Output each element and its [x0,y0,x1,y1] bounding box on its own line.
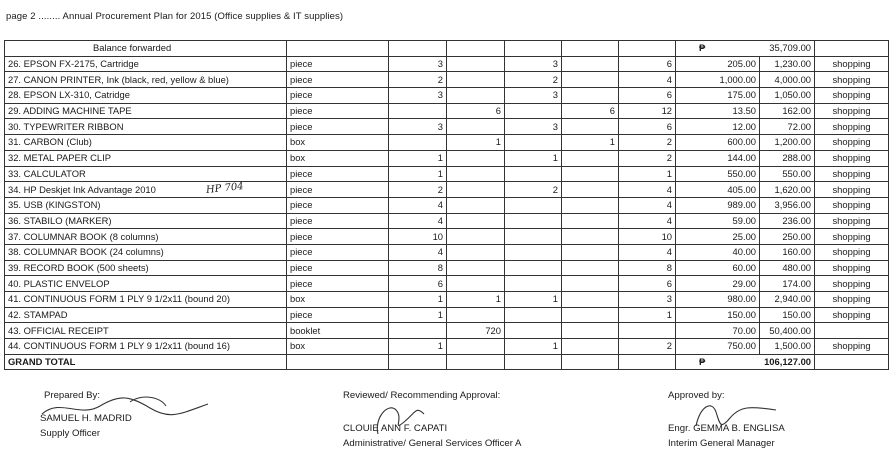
item-cell: 35. USB (KINGSTON) [5,197,287,213]
amount-cell: 160.00 [760,244,815,260]
qty-q3-cell [505,197,562,213]
grand-total-label: GRAND TOTAL [5,354,287,370]
total-qty-cell: 4 [619,182,676,198]
qty-q4-cell [562,244,619,260]
qty-q1-cell: 6 [389,276,447,292]
total-qty-cell: 2 [619,150,676,166]
table-row [5,292,889,308]
amount-cell: 250.00 [760,229,815,245]
total-qty-cell: 12 [619,103,676,119]
prepared-by-signature [40,392,210,422]
qty-q4-cell [562,56,619,72]
reviewed-by-name: CLOUIE ANN F. CAPATI [343,423,448,434]
qty-q1-cell: 10 [389,229,447,245]
table-row [5,135,889,151]
qty-q3-cell [505,213,562,229]
item-cell: 29. ADDING MACHINE TAPE [5,103,287,119]
qty-q4-cell: 1 [562,135,619,151]
total-qty-cell: 2 [619,339,676,355]
table-row [5,150,889,166]
amount-cell: 2,940.00 [760,292,815,308]
qty-q4-cell [562,72,619,88]
amount-cell: 50,400.00 [760,323,815,339]
qty-q4-cell [562,307,619,323]
qty-q1-cell [389,323,447,339]
unit-price-cell: 150.00 [676,307,760,323]
total-qty-cell: 4 [619,213,676,229]
unit-price-cell: 25.00 [676,229,760,245]
qty-q2-cell [447,213,505,229]
page-header: page 2 ........ Annual Procurement Plan for 2015 (Office supplies & IT supplies) [6,11,344,22]
qty-q4-cell [562,88,619,104]
qty-q3-cell [505,166,562,182]
qty-q3-cell [505,135,562,151]
unit-price-cell: 175.00 [676,88,760,104]
balance-forwarded-row [5,41,889,57]
qty-q2-cell [447,307,505,323]
unit-price-cell: 405.00 [676,182,760,198]
qty-q1-cell: 1 [389,150,447,166]
amount-cell: 3,956.00 [760,197,815,213]
table-row [5,182,889,198]
qty-q4-cell [562,276,619,292]
amount-cell: 1,050.00 [760,88,815,104]
procurement-table [4,40,889,370]
qty-q1-cell: 8 [389,260,447,276]
item-cell: 36. STABILO (MARKER) [5,213,287,229]
qty-q1-cell: 3 [389,88,447,104]
qty-q2-cell [447,119,505,135]
qty-q4-cell: 6 [562,103,619,119]
mode-cell: shopping [815,119,889,135]
qty-q3-cell: 1 [505,150,562,166]
item-cell: 33. CALCULATOR [5,166,287,182]
qty-q3-cell [505,323,562,339]
qty-q2-cell [447,244,505,260]
amount-cell: 288.00 [760,150,815,166]
unit-cell: piece [287,182,389,198]
approved-by-name: Engr. GEMMA B. ENGLISA [668,423,785,434]
amount-cell: 1,620.00 [760,182,815,198]
qty-q2-cell: 720 [447,323,505,339]
qty-q2-cell [447,150,505,166]
item-cell: 42. STAMPAD [5,307,287,323]
currency-sign: ₱ [699,42,706,54]
qty-q3-cell [505,276,562,292]
item-cell: 43. OFFICIAL RECEIPT [5,323,287,339]
table-row [5,72,889,88]
qty-q2-cell [447,88,505,104]
amount-cell: 1,500.00 [760,339,815,355]
mode-cell: shopping [815,135,889,151]
qty-q3-cell [505,307,562,323]
table-row [5,307,889,323]
qty-q4-cell [562,260,619,276]
qty-q1-cell: 2 [389,72,447,88]
total-qty-cell: 10 [619,229,676,245]
qty-q2-cell: 1 [447,292,505,308]
prepared-by-name: SAMUEL H. MADRID [40,413,132,424]
item-cell: 26. EPSON FX-2175, Cartridge [5,56,287,72]
mode-cell: shopping [815,244,889,260]
unit-price-cell: 600.00 [676,135,760,151]
qty-q4-cell [562,166,619,182]
qty-q1-cell: 1 [389,292,447,308]
amount-cell: 162.00 [760,103,815,119]
reviewed-by-title: Administrative/ General Services Officer A [343,438,522,449]
item-cell: 34. HP Deskjet Ink Advantage 2010 [5,182,287,198]
qty-q3-cell [505,260,562,276]
table-row [5,166,889,182]
item-cell: 30. TYPEWRITER RIBBON [5,119,287,135]
prepared-by-title: Supply Officer [40,428,101,439]
unit-price-cell: 59.00 [676,213,760,229]
unit-price-cell: 60.00 [676,260,760,276]
total-qty-cell: 4 [619,197,676,213]
qty-q2-cell [447,229,505,245]
unit-price-cell: 40.00 [676,244,760,260]
qty-q1-cell: 2 [389,182,447,198]
qty-q1-cell [389,103,447,119]
qty-q3-cell: 3 [505,56,562,72]
amount-cell: 550.00 [760,166,815,182]
qty-q4-cell [562,150,619,166]
mode-cell: shopping [815,213,889,229]
mode-cell: shopping [815,260,889,276]
mode-cell [815,323,889,339]
item-cell: 37. COLUMNAR BOOK (8 columns) [5,229,287,245]
qty-q2-cell [447,166,505,182]
unit-cell: piece [287,88,389,104]
unit-cell: piece [287,72,389,88]
unit-cell: piece [287,56,389,72]
reviewed-by-caption: Reviewed/ Recommending Approval: [343,390,501,401]
qty-q4-cell [562,119,619,135]
item-cell: 31. CARBON (Club) [5,135,287,151]
qty-q3-cell: 1 [505,339,562,355]
qty-q2-cell [447,56,505,72]
table-row [5,339,889,355]
amount-cell: 4,000.00 [760,72,815,88]
mode-cell: shopping [815,339,889,355]
unit-price-cell: 750.00 [676,339,760,355]
qty-q1-cell: 3 [389,56,447,72]
mode-cell: shopping [815,182,889,198]
mode-cell: shopping [815,292,889,308]
total-qty-cell: 1 [619,166,676,182]
unit-price-cell: 1,000.00 [676,72,760,88]
table-row [5,197,889,213]
total-qty-cell: 8 [619,260,676,276]
item-cell: 32. METAL PAPER CLIP [5,150,287,166]
mode-cell: shopping [815,72,889,88]
reviewed-by-signature [370,398,430,438]
approved-by-signature [690,396,780,432]
amount-cell: 1,230.00 [760,56,815,72]
amount-cell: 480.00 [760,260,815,276]
total-qty-cell: 4 [619,72,676,88]
qty-q3-cell: 1 [505,292,562,308]
unit-price-cell: 12.00 [676,119,760,135]
unit-cell: piece [287,244,389,260]
unit-cell: piece [287,197,389,213]
qty-q4-cell [562,339,619,355]
grand-total-row [5,354,889,370]
qty-q2-cell [447,182,505,198]
qty-q3-cell: 2 [505,182,562,198]
qty-q4-cell [562,182,619,198]
item-cell: 38. COLUMNAR BOOK (24 columns) [5,244,287,260]
qty-q1-cell [389,135,447,151]
item-cell: 40. PLASTIC ENVELOP [5,276,287,292]
qty-q4-cell [562,229,619,245]
balance-forwarded-amount: 35,709.00 [769,42,812,54]
table-row [5,276,889,292]
unit-cell: piece [287,307,389,323]
mode-cell: shopping [815,166,889,182]
unit-price-cell: 205.00 [676,56,760,72]
unit-cell: booklet [287,323,389,339]
currency-sign: ₱ [699,356,706,368]
table-body [5,41,889,370]
unit-price-cell: 29.00 [676,276,760,292]
qty-q1-cell: 3 [389,119,447,135]
unit-cell: box [287,292,389,308]
unit-cell: box [287,135,389,151]
total-qty-cell: 6 [619,56,676,72]
qty-q2-cell: 6 [447,103,505,119]
qty-q3-cell: 3 [505,119,562,135]
table-row [5,323,889,339]
item-cell: 41. CONTINUOUS FORM 1 PLY 9 1/2x11 (bound 20) [5,292,287,308]
unit-price-cell: 980.00 [676,292,760,308]
unit-cell: box [287,150,389,166]
qty-q3-cell [505,244,562,260]
table-row [5,56,889,72]
qty-q2-cell [447,276,505,292]
mode-cell: shopping [815,197,889,213]
item-cell: 27. CANON PRINTER, Ink (black, red, yellow & blue) [5,72,287,88]
mode-cell: shopping [815,276,889,292]
table-row [5,119,889,135]
prepared-by-caption: Prepared By: [44,390,100,401]
amount-cell: 72.00 [760,119,815,135]
qty-q1-cell: 4 [389,213,447,229]
qty-q4-cell [562,197,619,213]
mode-cell: shopping [815,307,889,323]
unit-price-cell: 13.50 [676,103,760,119]
total-qty-cell: 6 [619,276,676,292]
mode-cell: shopping [815,88,889,104]
mode-cell: shopping [815,103,889,119]
amount-cell: 236.00 [760,213,815,229]
qty-q3-cell: 3 [505,88,562,104]
table-row [5,213,889,229]
qty-q4-cell [562,323,619,339]
qty-q3-cell: 2 [505,72,562,88]
total-qty-cell [619,323,676,339]
qty-q2-cell [447,72,505,88]
unit-price-cell: 989.00 [676,197,760,213]
table-row [5,103,889,119]
qty-q3-cell [505,103,562,119]
amount-cell: 174.00 [760,276,815,292]
item-cell: 28. EPSON LX-310, Catridge [5,88,287,104]
table-row [5,229,889,245]
mode-cell: shopping [815,229,889,245]
amount-cell: 150.00 [760,307,815,323]
qty-q2-cell [447,197,505,213]
table-row [5,244,889,260]
item-cell: 44. CONTINUOUS FORM 1 PLY 9 1/2x11 (bound 16) [5,339,287,355]
balance-forwarded-label: Balance forwarded [5,41,287,57]
qty-q1-cell: 1 [389,166,447,182]
mode-cell: shopping [815,150,889,166]
total-qty-cell: 6 [619,88,676,104]
unit-cell: piece [287,276,389,292]
total-qty-cell: 1 [619,307,676,323]
qty-q1-cell: 1 [389,339,447,355]
total-qty-cell: 2 [619,135,676,151]
unit-price-cell: 550.00 [676,166,760,182]
unit-cell: piece [287,213,389,229]
approved-by-title: Interim General Manager [668,438,775,449]
unit-cell: piece [287,260,389,276]
qty-q4-cell [562,213,619,229]
handwritten-note: HP 704 [205,181,245,196]
unit-price-cell: 70.00 [676,323,760,339]
unit-price-cell: 144.00 [676,150,760,166]
qty-q1-cell: 4 [389,244,447,260]
mode-cell: shopping [815,56,889,72]
unit-cell: piece [287,166,389,182]
qty-q2-cell [447,260,505,276]
table-row [5,88,889,104]
total-qty-cell: 4 [619,244,676,260]
unit-cell: piece [287,229,389,245]
qty-q1-cell: 4 [389,197,447,213]
grand-total-amount: 106,127.00 [764,356,812,368]
qty-q4-cell [562,292,619,308]
amount-cell: 1,200.00 [760,135,815,151]
unit-cell: piece [287,119,389,135]
qty-q2-cell: 1 [447,135,505,151]
total-qty-cell: 6 [619,119,676,135]
unit-cell: box [287,339,389,355]
qty-q1-cell: 1 [389,307,447,323]
total-qty-cell: 3 [619,292,676,308]
table-row [5,260,889,276]
qty-q3-cell [505,229,562,245]
item-cell: 39. RECORD BOOK (500 sheets) [5,260,287,276]
approved-by-caption: Approved by: [668,390,725,401]
unit-cell: piece [287,103,389,119]
qty-q2-cell [447,339,505,355]
